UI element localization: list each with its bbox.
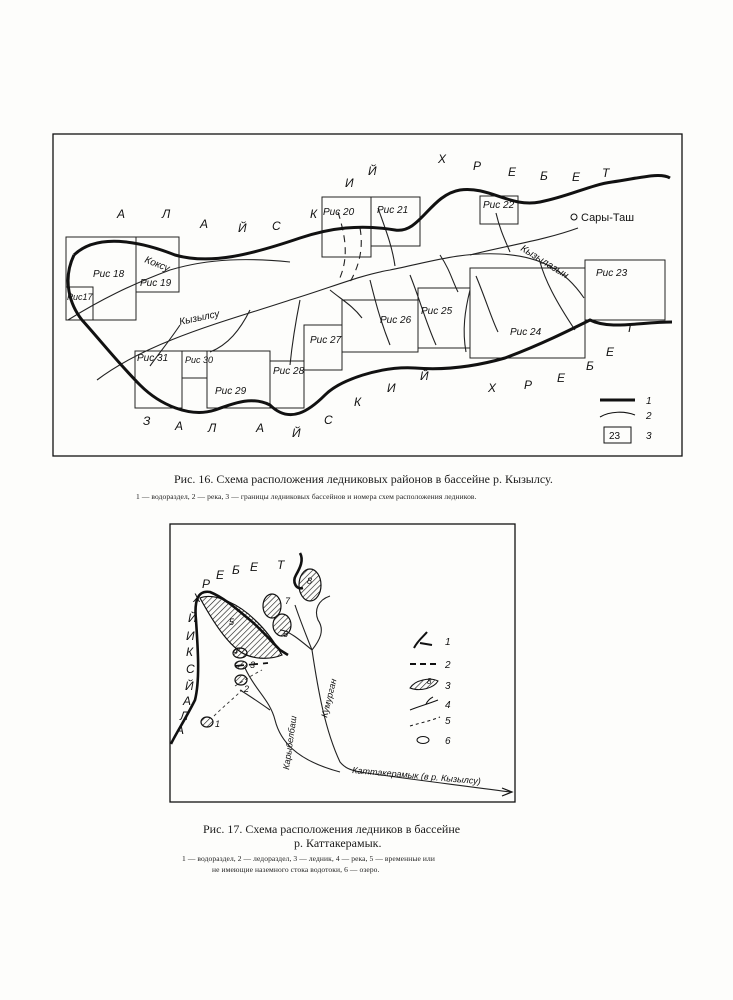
figure-16-caption: Рис. 16. Схема расположения ледниковых районов в бассейне р. Кызылсу. [174,472,553,486]
ridge-letter: Х [488,381,497,395]
ridge-letter: Т [277,558,285,572]
dashed-streams [338,212,361,282]
legend-fig16 [600,396,652,443]
legend-temporary-stream-symbol [410,717,440,726]
ridge-letter: Б [232,563,240,577]
ridge-letter: К [310,207,318,221]
figure-17-map [170,524,515,802]
ridge-left-label [116,162,377,235]
box-label: Рис 22 [483,200,515,211]
box-label: Рис 26 [380,315,412,326]
ridge-letter: А [256,421,265,435]
ridge-letter: Б [586,359,594,373]
tributary [476,276,498,332]
ridge-letter: Х [438,152,447,166]
ridge-letter: Б [540,169,548,183]
basin-box-labels [67,200,628,397]
legend-number: 4 [445,700,451,711]
box-label: Рис 24 [510,327,542,338]
legend-number: 2 [445,660,451,671]
place-label-sary-tash: Сары-Таш [581,212,635,224]
river-label-kumurgan: Кумурган [319,677,339,719]
figure-17-caption-line1: Рис. 17. Схема расположения ледников в бассейне [203,822,461,836]
ridge-letter: Р [202,577,211,591]
ridge-letter: Й [292,426,301,440]
legend-number: 2 [646,411,652,422]
ridge-letter: А [175,419,184,433]
ridge-letter: Х [193,591,202,605]
glacier-number: 4 [233,646,239,656]
legend-glacier-symbol [410,679,438,689]
legend-number: 1 [646,396,652,407]
ridge-letter: Й [188,611,197,625]
ridge-letter: С [186,662,195,676]
ridge-letter: Й [185,679,194,693]
river-label-kyzylsu: Кызылсу [178,308,221,328]
ridge-letter: Й [238,221,247,235]
glacier-number: 3 [250,660,256,670]
box-label: Рис 25 [421,306,453,317]
tributary [496,213,510,252]
ridge-letter: З [143,414,151,428]
ridge-letter: Е [606,345,615,359]
ridge-letter: Е [250,560,259,574]
river-label-kattakeramyk: Каттакерамык (в р. Кызылсу) [351,765,482,787]
ridge-letter: А [117,207,126,221]
legend-lake-symbol [417,737,429,744]
ridge-letter: Е [508,165,517,179]
glacier-1 [201,717,213,727]
box-label: Рис 31 [137,353,169,364]
glacier-number: 2 [244,684,250,694]
glacier-number: 6 [283,629,289,639]
glacier-6 [273,614,291,636]
figure-17-frame [170,524,515,802]
river-label-karybelbash: Карыбелбаш [281,715,299,771]
box-ris-24 [470,268,585,358]
settlement-marker [571,214,577,220]
legend-number: 1 [445,637,451,648]
ridge-letter: И [186,629,195,643]
ridge-letter: К [354,395,362,409]
tributary [312,596,330,650]
ridge-letter: А [200,217,209,231]
box-label: Рис 30 [185,355,214,365]
box-label: Рис 21 [377,205,409,216]
legend-number: 5 [445,716,451,727]
legend-number: 3 [646,431,652,442]
box-ris-27 [304,325,342,370]
ridge-letter: Т [602,166,610,180]
box-label: Рис 27 [310,335,342,346]
tributary [290,300,300,365]
ridge-letter: А [183,694,192,708]
ridge-letter: Р [473,159,482,173]
ridge-top-label [437,152,611,184]
ridge-letter: Р [524,378,533,392]
ridge-letter: Л [162,207,171,221]
ridge-letter: С [272,219,281,233]
legend-glacier-number: 8 [427,677,432,686]
tributary [440,255,458,292]
ridge-letter: И [345,176,354,190]
box-label: Рис17 [67,292,93,302]
ridge-letter: С [324,413,333,427]
box-label: Рис 23 [596,268,628,279]
ridge-letter: Й [420,369,429,383]
figure-17-legend-caption-line2: не имеющие наземного стока водотоки, 6 — озеро. [212,865,380,874]
tributary [370,280,390,345]
box-label: Рис 29 [215,386,247,397]
glacier-number: 7 [285,596,291,606]
ridge-letter: К [186,645,194,659]
figure-16-map [53,134,682,456]
ridge-letter: А [176,723,185,737]
river-kyzylsu [97,254,584,380]
legend-river-symbol [600,412,635,417]
legend-river-symbol [410,697,438,710]
box-label: Рис 28 [273,366,305,377]
legend-number: 6 [445,736,451,747]
ridge-letter: Л [180,709,189,723]
ridge-letter: Е [572,170,581,184]
river-label-kyzylagyn: Кызылагын [518,243,571,282]
glacier-number: 8 [307,576,313,586]
figure-17-legend-caption-line1: 1 — водораздел, 2 — ледораздел, 3 — ледник, 4 — река, 5 — временные или [182,854,435,863]
box-ris-29 [207,351,270,408]
ridge-letter: Й [368,164,377,178]
ridge-letter: Т [626,321,634,335]
ridge-letter: Е [557,371,566,385]
box-label: Рис 18 [93,269,125,280]
legend-box-number: 23 [609,431,621,442]
legend-number: 3 [445,681,451,692]
figure-16-legend-caption: 1 — водораздел, 2 — река, 3 — границы ледниковых бассейнов и номера схем расположения ледников. [136,492,477,501]
river-label-koksu: Коксу [142,254,172,275]
ridge-letter: И [387,381,396,395]
glacier-3 [235,661,247,669]
river-kumurgan [312,650,360,772]
tributary [378,208,395,266]
box-ris-26 [342,300,418,352]
box-label: Рис 20 [323,207,355,218]
box-label: Рис 19 [140,278,172,289]
tributary [330,290,362,318]
legend-watershed-symbol [414,632,432,648]
tributary [464,290,470,352]
legend-fig17 [410,632,451,747]
ridge-letter: Е [216,568,225,582]
glacier-number: 1 [215,719,221,729]
glacier-number: 5 [229,617,235,627]
figure-17-caption-line2: р. Каттакерамык. [294,836,382,850]
ridge-letter: Л [208,421,217,435]
